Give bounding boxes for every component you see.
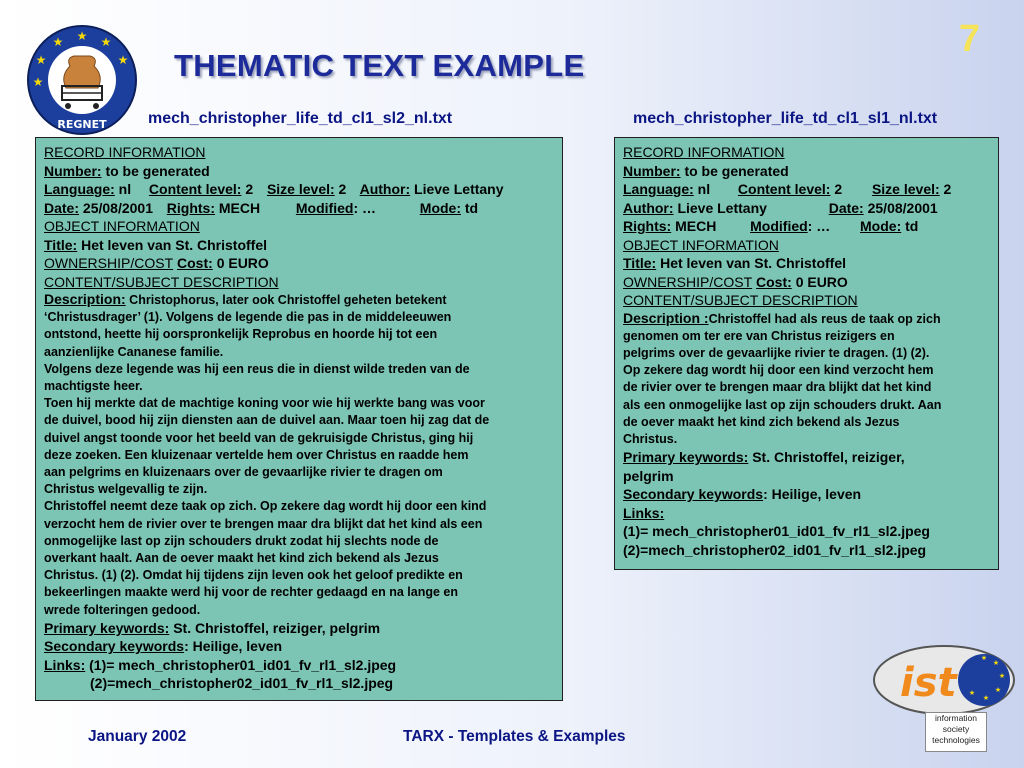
- rights-label: Rights:: [623, 218, 672, 234]
- title-value: Het leven van St. Christoffel: [81, 236, 268, 253]
- description-line: Christophorus, later ook Christoffel geheten betekent: [129, 293, 447, 307]
- link-item: (1)= mech_christopher01_id01_fv_rl1_sl2.jpeg: [623, 523, 930, 540]
- rights-row: [623, 217, 990, 236]
- footer-title: TARX - Templates & Examples: [403, 728, 626, 745]
- ownership-row: [623, 273, 990, 292]
- description-line: genomen om ter ere van Christus reizigers en: [623, 328, 895, 343]
- number-label: Number:: [623, 162, 681, 179]
- primary-keywords-value: pelgrim: [623, 467, 674, 484]
- svg-text:★: ★: [998, 672, 1006, 680]
- date-label: Date:: [44, 199, 80, 216]
- modified-value: : …: [807, 218, 831, 234]
- description-line: aan pelgrims en kluizenaars over de gevaarlijke rivier te dragen om: [44, 465, 443, 480]
- svg-text:★: ★: [100, 35, 112, 49]
- secondary-keywords-label: Secondary keywords: [44, 638, 185, 655]
- description-line: ‘Christusdrager’ (1). Volgens de legende die pas in de middeleeuwen: [44, 310, 452, 325]
- date-value: 25/08/2001: [867, 199, 938, 216]
- regnet-logo: [26, 24, 138, 136]
- content-level-value: 2: [834, 181, 843, 197]
- description-line: Christus. (1) (2). Omdat hij tijdens zijn leven ook het geloof predikte en: [44, 568, 463, 583]
- rights-value: MECH: [675, 218, 717, 234]
- size-level-label: Size level:: [871, 181, 940, 197]
- modified-label: Modified: [750, 218, 808, 234]
- description-block: [623, 310, 990, 449]
- primary-keywords-value: St. Christoffel, reiziger, pelgrim: [173, 619, 381, 636]
- svg-text:★: ★: [982, 694, 990, 702]
- regnet-logo-text: REGNET: [57, 118, 107, 131]
- size-level-value: 2: [338, 181, 347, 197]
- right-filename: mech_christopher_life_td_cl1_sl1_nl.txt: [633, 110, 938, 127]
- date-row: [44, 199, 554, 218]
- author-label: Author:: [359, 181, 411, 197]
- author-row: [623, 199, 990, 218]
- secondary-keywords-row: [623, 485, 990, 504]
- description-block: [44, 291, 554, 619]
- description-line: verzocht hem de rivier over te brengen maar dra blijkt dat het kind als een: [44, 516, 483, 531]
- description-line: Christoffel had als reus de taak op zich: [708, 311, 941, 326]
- description-label: Description :: [623, 309, 709, 326]
- description-line: als een onmogelijke last op zijn schouders drukt. Aan: [623, 397, 942, 412]
- link-item: (2)=mech_christopher02_id01_fv_rl1_sl2.jpeg: [90, 675, 394, 692]
- description-line: wrede folteringen gedood.: [44, 602, 201, 617]
- date-value: 25/08/2001: [82, 199, 153, 216]
- cost-label: Cost:: [756, 273, 792, 290]
- description-line: de oever maakt het kind zich bekend als Jezus: [623, 414, 900, 429]
- description-line: aanzienlijke Cananese familie.: [44, 344, 224, 359]
- title-label: Title:: [44, 236, 78, 253]
- ownership-cost-header: OWNERSHIP/COST: [44, 255, 174, 271]
- title-row: [623, 254, 990, 273]
- number-value: to be generated: [105, 162, 210, 179]
- links-label: Links:: [623, 504, 665, 521]
- rights-value: MECH: [218, 199, 261, 216]
- secondary-keywords-row: [44, 637, 554, 656]
- ist-caption: [925, 712, 987, 752]
- svg-text:★: ★: [968, 689, 976, 697]
- right-record-panel: [614, 137, 999, 570]
- left-record-panel: [35, 137, 563, 701]
- language-row: [623, 180, 990, 199]
- title-row: [44, 236, 554, 255]
- description-line: Volgens deze legende was hij een reus die in dienst wilde treden van de: [44, 361, 470, 376]
- content-subject-header: CONTENT/SUBJECT DESCRIPTION: [623, 292, 858, 308]
- primary-keywords-row: [44, 619, 554, 638]
- language-value: nl: [697, 181, 711, 197]
- size-level-label: Size level:: [266, 181, 335, 197]
- object-information-header: OBJECT INFORMATION: [623, 236, 779, 253]
- language-row: [44, 180, 554, 199]
- title-value: Het leven van St. Christoffel: [660, 255, 847, 271]
- svg-text:★: ★: [52, 35, 64, 49]
- language-value: nl: [118, 181, 132, 197]
- svg-text:★: ★: [76, 29, 88, 43]
- number-value: to be generated: [684, 162, 789, 179]
- cost-value: 0 EURO: [795, 273, 848, 290]
- secondary-keywords-value: : Heilige, leven: [763, 486, 862, 503]
- description-line: bekeerlingen maakte werd hij voor de rechter gedaagd en na lange en: [44, 585, 459, 600]
- primary-keywords-row-2: [623, 467, 990, 486]
- mode-value: td: [464, 199, 479, 216]
- content-subject-header: CONTENT/SUBJECT DESCRIPTION: [44, 273, 279, 290]
- description-line: Christoffel neemt deze taak op zich. Op zekere dag wordt hij door een kind: [44, 499, 487, 514]
- links-row: [44, 656, 554, 675]
- language-label: Language:: [623, 181, 694, 197]
- description-line: de duivel, bood hij zijn diensten aan de duivel aan. Maar toen hij zag dat de: [44, 413, 490, 428]
- secondary-keywords-value: : Heilige, leven: [184, 638, 283, 655]
- svg-text:★: ★: [32, 75, 44, 89]
- mode-label: Mode:: [860, 218, 902, 234]
- description-line: Christus.: [623, 431, 678, 446]
- primary-keywords-row: [623, 448, 990, 467]
- secondary-keywords-label: Secondary keywords: [623, 486, 764, 503]
- primary-keywords-label: Primary keywords:: [623, 449, 749, 466]
- description-label: Description:: [44, 291, 126, 307]
- ist-caption-line: information: [934, 713, 978, 723]
- content-level-value: 2: [245, 181, 254, 197]
- ownership-cost-header: OWNERSHIP/COST: [623, 273, 753, 290]
- size-level-value: 2: [943, 181, 952, 197]
- left-filename: mech_christopher_life_td_cl1_sl2_nl.txt: [148, 110, 453, 127]
- link-item: (2)=mech_christopher02_id01_fv_rl1_sl2.jpeg: [623, 541, 927, 558]
- modified-value: : …: [353, 199, 376, 216]
- description-line: duivel angst toonde voor het beeld van de gekruisigde Christus, ging hij: [44, 430, 474, 445]
- number-row: [623, 162, 990, 181]
- link-item: (1)= mech_christopher01_id01_fv_rl1_sl2.jpeg: [89, 656, 397, 673]
- object-information-header: OBJECT INFORMATION: [44, 218, 200, 234]
- footer-date: January 2002: [88, 728, 187, 745]
- description-line: machtigste heer.: [44, 379, 143, 394]
- ownership-row: [44, 254, 554, 273]
- description-line: overkant haalt. Aan de oever maakt het kind zich bekend als Jezus: [44, 551, 439, 566]
- primary-keywords-label: Primary keywords:: [44, 619, 170, 636]
- description-line: deze zoeken. Een kluizenaar vertelde hem over Christus en raadde hem: [44, 447, 469, 462]
- mode-label: Mode:: [419, 199, 461, 216]
- svg-text:★: ★: [980, 654, 988, 662]
- record-information-header: RECORD INFORMATION: [623, 144, 785, 160]
- number-row: [44, 162, 554, 181]
- page-title: THEMATIC TEXT EXAMPLE: [174, 48, 585, 83]
- ist-caption-line: society: [942, 724, 970, 734]
- number-label: Number:: [44, 162, 102, 179]
- description-line: Christus welgevallig te zijn.: [44, 482, 208, 497]
- svg-text:★: ★: [35, 53, 47, 67]
- description-line: pelgrims over de gevaarlijke rivier te dragen. (1) (2).: [623, 345, 930, 360]
- record-information-header: RECORD INFORMATION: [44, 144, 206, 160]
- modified-label: Modified: [295, 199, 354, 216]
- author-value: Lieve Lettany: [677, 199, 767, 216]
- description-line: Toen hij merkte dat de machtige koning voor wie hij werkte bang was voor: [44, 396, 485, 411]
- content-level-label: Content level:: [737, 181, 831, 197]
- links-label: Links:: [44, 656, 86, 673]
- author-value: Lieve Lettany: [414, 181, 504, 197]
- description-line: Op zekere dag wordt hij door een kind verzocht hem: [623, 363, 934, 378]
- cost-label: Cost:: [177, 255, 213, 271]
- description-line: de rivier over te brengen maar dra blijkt dat het kind: [623, 380, 932, 395]
- content-level-label: Content level:: [148, 181, 242, 197]
- mode-value: td: [905, 218, 919, 234]
- description-line: onmogelijke last op zijn schouders drukt zodat hij slechts node de: [44, 533, 439, 548]
- description-line: ontstond, heette hij oorspronkelijk Reprobus en hoorde hij tot een: [44, 327, 438, 342]
- language-label: Language:: [44, 181, 115, 197]
- title-label: Title:: [623, 255, 657, 271]
- cost-value: 0 EURO: [216, 255, 269, 271]
- date-label: Date:: [828, 199, 864, 216]
- svg-text:★: ★: [994, 686, 1002, 694]
- ist-logo-text: ist: [900, 660, 957, 706]
- primary-keywords-value: St. Christoffel, reiziger,: [752, 449, 905, 466]
- author-label: Author:: [623, 199, 674, 216]
- rights-label: Rights:: [166, 199, 215, 216]
- links-row-2: [44, 674, 554, 693]
- ist-caption-line: technologies: [932, 735, 980, 745]
- svg-text:★: ★: [992, 659, 1000, 667]
- page-number: 7: [958, 18, 980, 60]
- svg-text:★: ★: [117, 53, 129, 67]
